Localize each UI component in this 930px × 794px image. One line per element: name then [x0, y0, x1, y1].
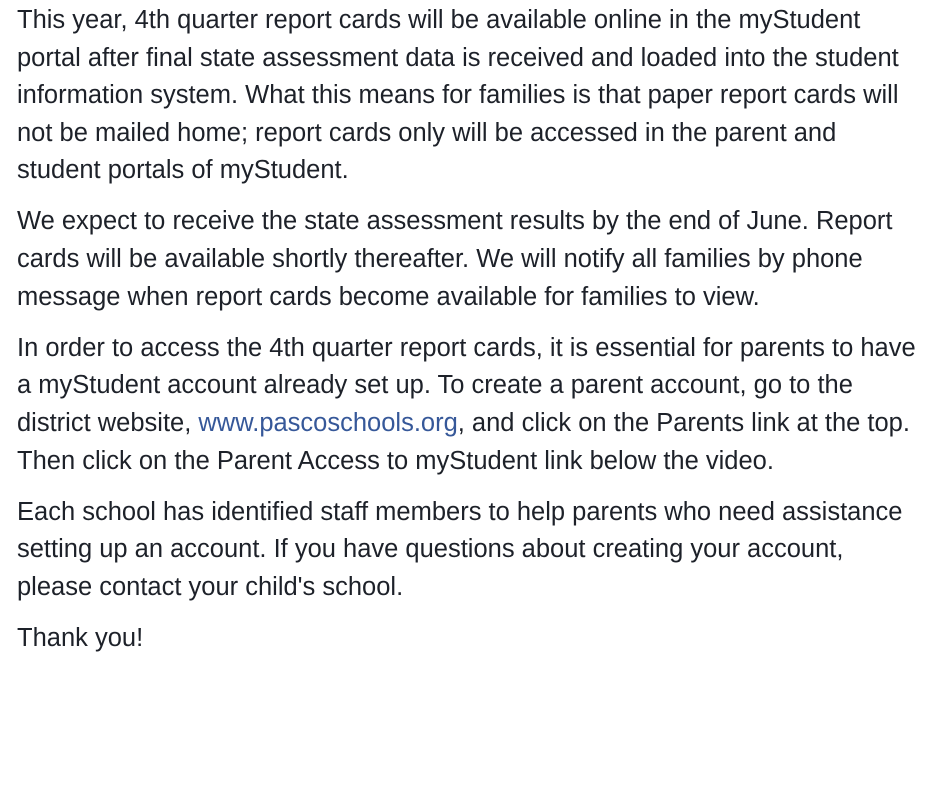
paragraph-thank-you: Thank you!: [17, 623, 144, 652]
paragraph-report-card-availability: This year, 4th quarter report cards will be available online in the myStudent portal after final state assessment data is received and loaded into the student information system. What this means for families is that paper report cards will not be mailed home; report cards only will be accessed in the parent and student portals of myStudent.: [17, 6, 899, 185]
paragraph-account-setup: [17, 330, 917, 480]
account-setup-text-after-link: , and click on the Parents link at the top. Then click on the Parent Access to myStudent link below the video.: [17, 408, 910, 475]
district-website-link[interactable]: www.pascoschools.org: [198, 408, 458, 437]
post-body: [17, 2, 917, 671]
paragraph-school-assistance: Each school has identified staff members to help parents who need assistance setting up an account. If you have questions about creating your account, please contact your child's school.: [17, 497, 903, 601]
paragraph-assessment-timeline: We expect to receive the state assessment results by the end of June. Report cards will be available shortly thereafter. We will notify all families by phone message when report cards become available for families to view.: [17, 207, 893, 311]
account-setup-text-before-link: In order to access the 4th quarter report cards, it is essential for parents to have a myStudent account already set up. To create a parent account, go to the district website,: [17, 333, 916, 437]
